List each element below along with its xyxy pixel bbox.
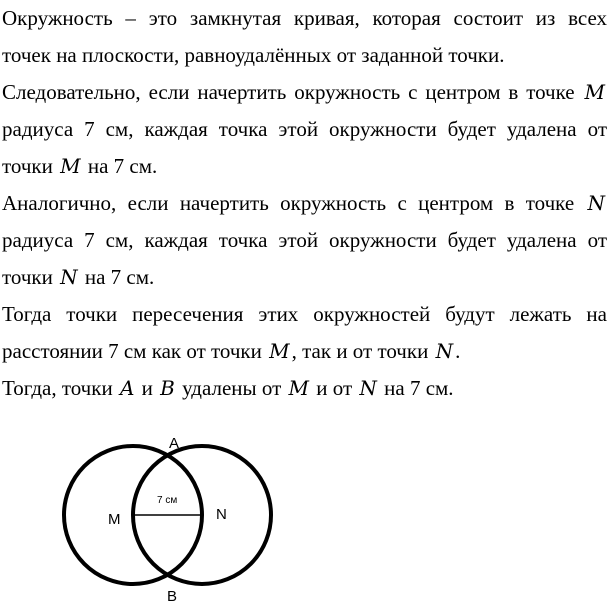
circles-diagram-svg	[0, 420, 610, 602]
paragraph-conclusion	[2, 370, 607, 407]
text-fragment: , так и от точки	[291, 339, 429, 363]
text-fragment: удалены от	[182, 376, 282, 400]
solution-text	[2, 0, 607, 407]
paragraph-circle-n	[2, 185, 607, 296]
text-line	[2, 185, 607, 222]
point-m-symbol: M	[269, 339, 290, 363]
text-fragment: на 7 см.	[84, 265, 155, 289]
text-line	[2, 370, 607, 407]
point-n-symbol: N	[359, 376, 377, 400]
paragraph-definition	[2, 0, 607, 74]
text-line	[2, 74, 607, 111]
circles-diagram	[0, 420, 610, 602]
text-line: радиуса 7 см, каждая точка этой окружности будет удалена от	[2, 228, 607, 252]
point-m-symbol: M	[288, 376, 309, 400]
point-m-label: M	[108, 511, 121, 528]
text-line	[2, 148, 607, 185]
point-a-symbol: A	[119, 376, 135, 400]
text-line: радиуса 7 см, каждая точка этой окружности будет удалена от	[2, 117, 607, 141]
point-m-symbol: M	[584, 80, 605, 104]
paragraph-intersection	[2, 296, 607, 370]
radius-label: 7 см	[157, 495, 178, 506]
text-fragment: на 7 см.	[384, 376, 454, 400]
text-fragment: на 7 см.	[87, 154, 158, 178]
point-n-label: N	[216, 506, 227, 523]
point-n-symbol: N	[435, 339, 454, 363]
text-fragment: и от	[316, 376, 353, 400]
text-fragment: Тогда, точки	[2, 376, 113, 400]
text-line	[2, 333, 607, 370]
point-m-symbol: M	[60, 154, 81, 178]
text-line: Окружность – это замкнутая кривая, которая состоит из всех	[2, 6, 607, 30]
text-fragment: Аналогично, если начертить окружность с центром в точке	[2, 191, 575, 215]
text-line: точек на плоскости, равноудалённых от заданной точки.	[2, 43, 505, 67]
text-fragment: и	[141, 376, 153, 400]
point-n-symbol: N	[60, 265, 78, 289]
point-a-label: A	[169, 435, 180, 452]
text-fragment: точки	[2, 154, 53, 178]
text-line: Тогда точки пересечения этих окружностей будут лежать на	[2, 302, 607, 326]
text-fragment: расстоянии 7 см как от точки	[2, 339, 262, 363]
point-b-symbol: B	[160, 376, 175, 400]
point-b-label: B	[167, 588, 178, 602]
paragraph-circle-m	[2, 74, 607, 185]
text-fragment: Следовательно, если начертить окружность с центром в точке	[2, 80, 575, 104]
text-line	[2, 259, 607, 296]
text-fragment: точки	[2, 265, 53, 289]
point-n-symbol: N	[587, 191, 606, 215]
text-fragment: .	[455, 339, 461, 363]
